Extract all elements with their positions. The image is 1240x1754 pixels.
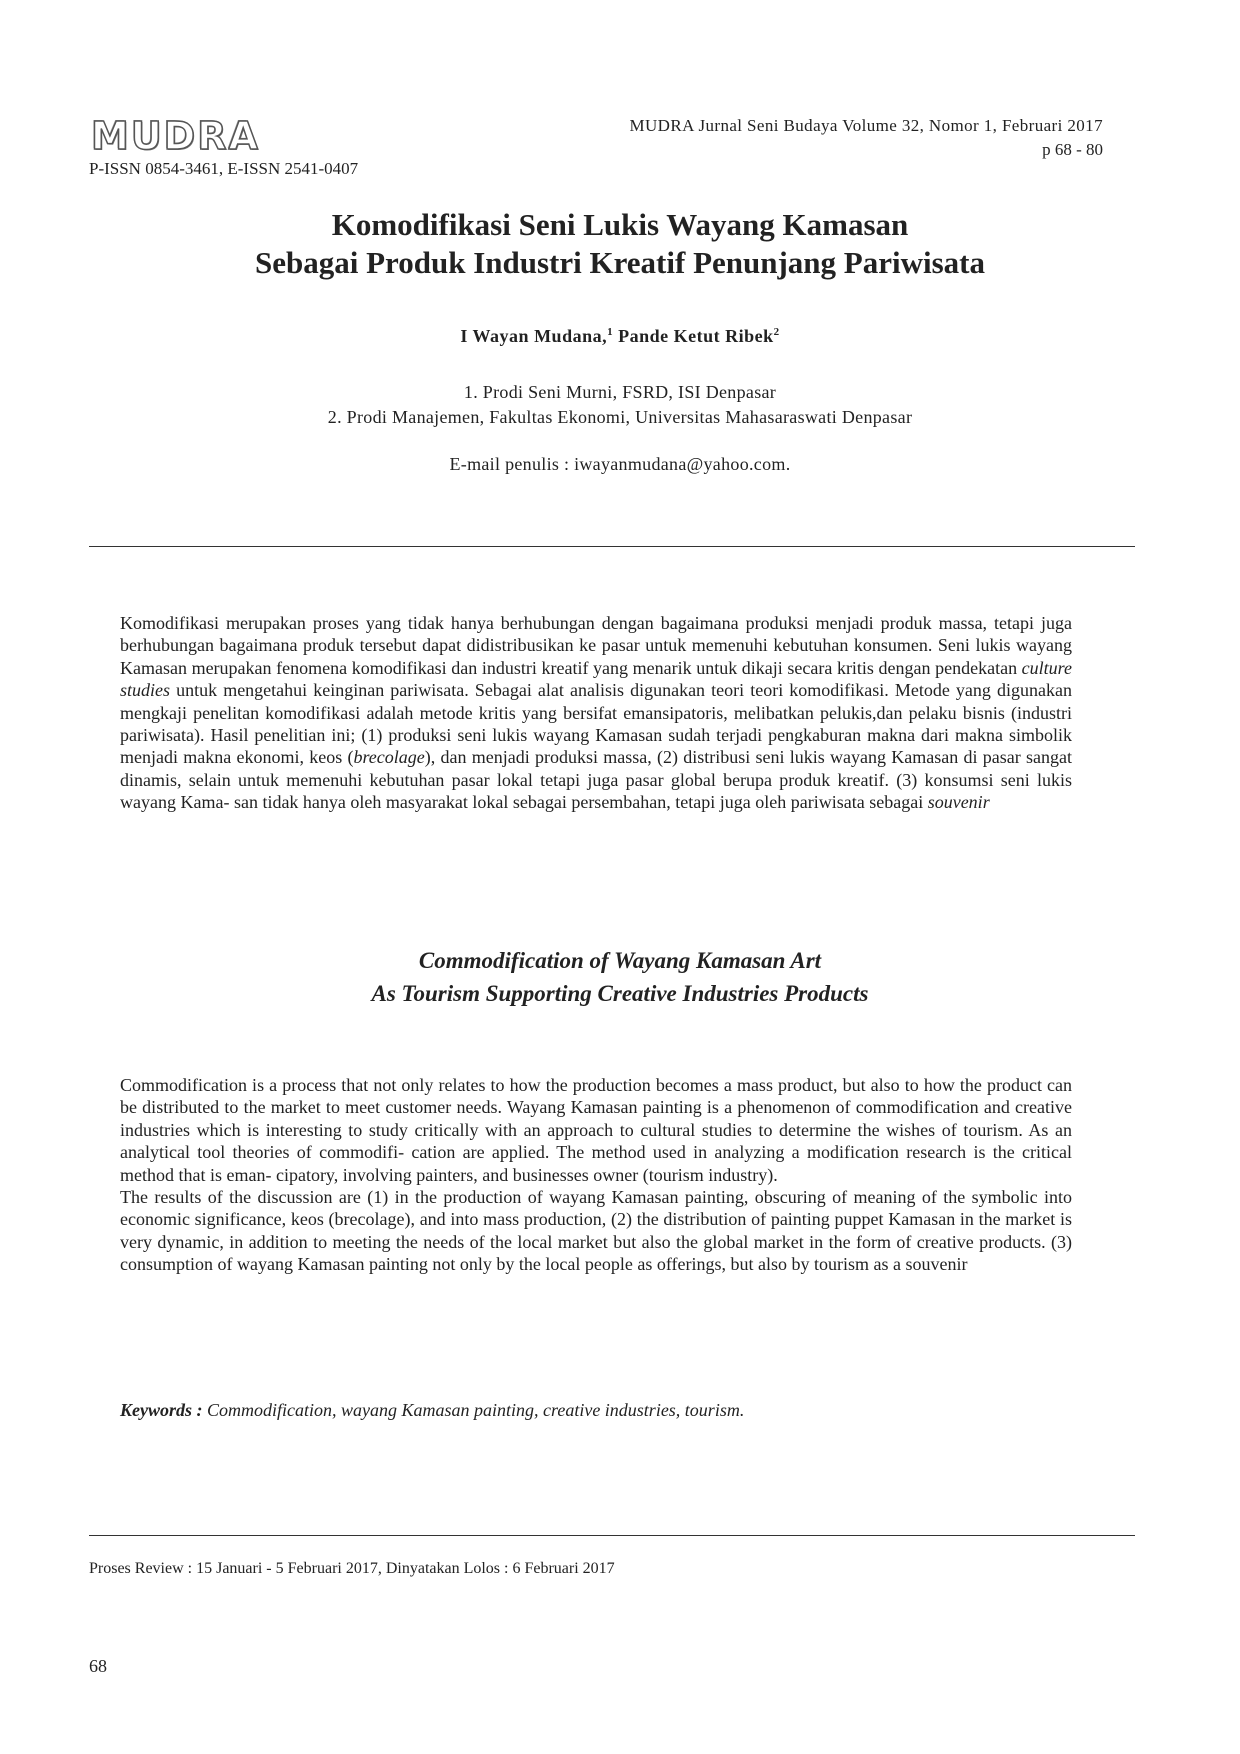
english-title <box>0 944 1240 1010</box>
abstract-id-part-3: ), dan menjadi produksi massa, (2) distribusi seni lukis wayang Kamasan di pasar sangat dinamis, selain untuk memenuhi kebutuhan pasar lokal tetapi juga pasar global berupa produk kreatif. (3) konsumsi seni lukis wayang Kama- san tidak hanya oleh masyarakat lokal sebagai persembahan, tetapi juga oleh pariwisata sebagai <box>120 747 1072 813</box>
author-email: E-mail penulis : iwayanmudana@yahoo.com. <box>449 454 791 474</box>
abstract-id-part-1: Komodifikasi merupakan proses yang tidak hanya berhubungan dengan bagaimana produksi menjadi produk massa, tetapi juga berhubungan bagaimana produk tersebut dapat didistribusikan ke pasar untuk memenuhi kebutuhan konsumen. Seni lukis wayang Kamasan merupakan fenomena komodifikasi dan industri kreatif yang menarik untuk dikaji secara kritis dengan pendekatan <box>120 613 1072 678</box>
journal-logo: MUDRA <box>91 114 260 158</box>
abstract-id-italic-1: culture studies <box>120 657 1072 701</box>
keywords <box>120 1400 744 1421</box>
english-title-line-1: Commodification of Wayang Kamasan Art <box>418 948 822 973</box>
author-2: Pande Ketut Ribek <box>618 326 774 346</box>
review-dates: Proses Review : 15 Januari - 5 Februari 2017, Dinyatakan Lolos : 6 Februari 2017 <box>89 1560 615 1577</box>
top-divider <box>89 546 1135 547</box>
keywords-text: Commodification, wayang Kamasan painting, creative industries, tourism. <box>202 1400 745 1420</box>
english-title-line-2: As Tourism Supporting Creative Industries Products <box>371 981 869 1006</box>
abstract-id-italic-2: brecolage <box>353 747 425 768</box>
bottom-divider <box>89 1535 1135 1536</box>
abstract-indonesian <box>120 612 1072 814</box>
journal-info <box>629 114 1103 162</box>
abstract-id-italic-3: souvenir <box>927 792 990 813</box>
affiliation-1: 1. Prodi Seni Murni, FSRD, ISI Denpasar <box>463 382 777 402</box>
abstract-en-paragraph-1: Commodification is a process that not only relates to how the production becomes a mass product, but also to how the product can be distributed to the market to meet customer needs. Wayang Kamasan painting is a phenomenon of commodification and creative industries which is interesting to study critically with an approach to cultural studies to determine the wishes of tourism. As an analytical tool theories of commodifi- cation are applied. The method used in analyzing a modification research is the critical method that is eman- cipatory, involving painters, and businesses owner (tourism industry). <box>120 1075 1072 1185</box>
affiliations <box>0 380 1240 430</box>
paper-title-line-2: Sebagai Produk Industri Kreatif Penunjang Pariwisata <box>254 245 985 280</box>
abstract-english <box>120 1074 1072 1276</box>
authors <box>0 326 1240 347</box>
paper-title <box>0 206 1240 282</box>
affiliation-2: 2. Prodi Manajemen, Fakultas Ekonomi, Universitas Mahasaraswati Denpasar <box>327 407 913 427</box>
abstract-id-part-2: untuk mengetahui keinginan pariwisata. Sebagai alat analisis digunakan teori teori komodifikasi. Metode yang digunakan mengkaji penelitan komodifikasi adalah metode kritis yang bersifat emansipatoris, melibatkan pelukis,dan pelaku bisnis (industri pariwisata). Hasil penelitian ini; (1) produksi seni lukis wayang Kamasan sudah terjadi pengkaburan makna dari makna simbolik menjadi makna ekonomi, keos ( <box>120 680 1072 768</box>
abstract-en-paragraph-2: The results of the discussion are (1) in the production of wayang Kamasan painting, obscuring of meaning of the symbolic into economic significance, keos (brecolage), and into mass production, (2) the distribution of painting puppet Kamasan in the market is very dynamic, in addition to meeting the needs of the local market but also the global market in the form of creative products. (3) consumption of wayang Kamasan painting not only by the local people as offerings, but also by tourism as a souvenir <box>120 1187 1072 1275</box>
paper-title-line-1: Komodifikasi Seni Lukis Wayang Kamasan <box>331 207 909 242</box>
journal-name: MUDRA Jurnal Seni Budaya Volume 32, Nomor 1, Februari 2017 <box>629 116 1103 135</box>
page-range: p 68 - 80 <box>1042 140 1103 159</box>
keywords-label: Keywords : <box>120 1400 203 1420</box>
author-1-mark: 1 <box>607 326 614 338</box>
author-2-mark: 2 <box>773 326 780 338</box>
issn: P-ISSN 0854-3461, E-ISSN 2541-0407 <box>89 159 359 178</box>
page-number: 68 <box>89 1656 107 1676</box>
author-1: I Wayan Mudana, <box>460 326 608 346</box>
